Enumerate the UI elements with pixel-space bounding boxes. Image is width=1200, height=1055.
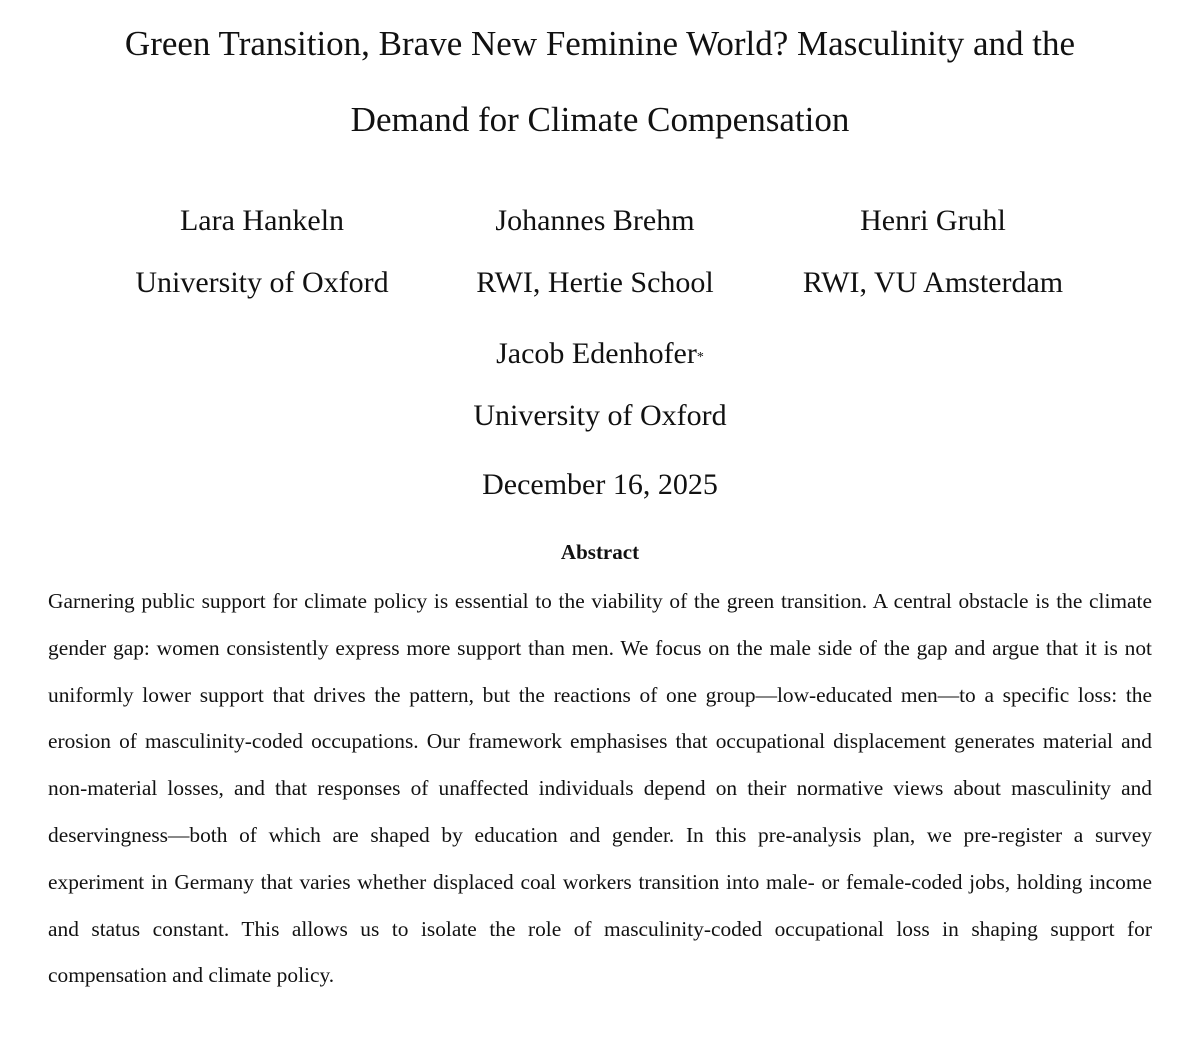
- author-affiliation: University of Oxford: [135, 266, 389, 299]
- author-name: Johannes Brehm: [495, 204, 695, 237]
- publication-date: December 16, 2025: [482, 468, 718, 501]
- abstract-body: Garnering public support for climate policy is essential to the viability of the green transition. A central obstacle is the climate gender gap: women consistently express more support than men. We focus on the male side of the gap and argue that it is not uniformly lower support that drives the pattern, but the reactions of one group—low-educated men—to a specific loss: the erosion of masculinity-coded occupations. Our framework emphasises that occupational displacement generates material and non-material losses, and that responses of unaffected individuals depend on their normative views about masculinity and deservingness—both of which are shaped by education and gender. In this pre-analysis plan, we pre-register a survey experiment in Germany that varies whether displaced coal workers transition into male- or female-coded jobs, holding income and status constant. This allows us to isolate the role of masculinity-coded occupational loss in shaping support for compensation and climate policy.: [48, 589, 1152, 988]
- footnote-marker[interactable]: *: [696, 350, 704, 365]
- paper-title-line-2: Demand for Climate Compensation: [350, 100, 850, 139]
- author-name: Lara Hankeln: [179, 204, 345, 237]
- author-affiliation: RWI, Hertie School: [476, 266, 714, 299]
- author-name: [0, 323, 1200, 385]
- author-entry-corresponding: [0, 323, 1200, 447]
- author-entry: [783, 190, 1083, 314]
- paper-title-line-1: Green Transition, Brave New Feminine World? Masculinity and the: [124, 24, 1076, 63]
- author-affiliation: University of Oxford: [473, 399, 727, 432]
- author-entry: [445, 190, 745, 314]
- author-entry: [112, 190, 412, 314]
- abstract-heading: Abstract: [560, 540, 640, 564]
- author-block: [0, 190, 1200, 320]
- author-name-text: Jacob Edenhofer: [496, 337, 697, 370]
- author-affiliation: RWI, VU Amsterdam: [802, 266, 1064, 299]
- author-name: Henri Gruhl: [860, 204, 1006, 237]
- paper-title: [0, 6, 1200, 158]
